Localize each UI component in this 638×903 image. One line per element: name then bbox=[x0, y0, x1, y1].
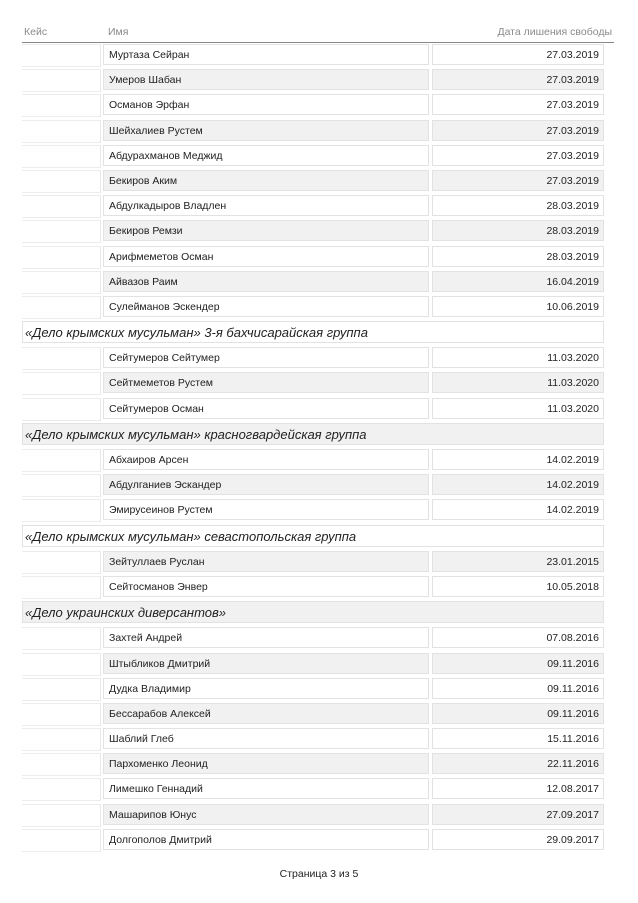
case-cell bbox=[22, 145, 101, 168]
table-row bbox=[0, 726, 638, 751]
table-body bbox=[0, 42, 638, 852]
detention-date: 09.11.2016 bbox=[432, 678, 604, 699]
case-cell bbox=[22, 678, 101, 701]
case-cell bbox=[22, 804, 101, 827]
person-name: Сейтмеметов Рустем bbox=[103, 372, 429, 393]
case-cell bbox=[22, 398, 101, 421]
table-row bbox=[0, 218, 638, 243]
detention-date: 07.08.2016 bbox=[432, 627, 604, 648]
table-row bbox=[0, 447, 638, 472]
table-row bbox=[0, 472, 638, 497]
detention-date: 27.03.2019 bbox=[432, 44, 604, 65]
case-group-row bbox=[0, 523, 638, 549]
table-row bbox=[0, 269, 638, 294]
person-name: Эмирусеинов Рустем bbox=[103, 499, 429, 520]
table-row bbox=[0, 345, 638, 370]
person-name: Сейтосманов Энвер bbox=[103, 576, 429, 597]
table-row bbox=[0, 168, 638, 193]
detention-date: 28.03.2019 bbox=[432, 246, 604, 267]
person-name: Абхаиров Арсен bbox=[103, 449, 429, 470]
case-cell bbox=[22, 296, 101, 319]
case-cell bbox=[22, 44, 101, 67]
table-row bbox=[0, 625, 638, 650]
case-cell bbox=[22, 220, 101, 243]
detention-date: 11.03.2020 bbox=[432, 398, 604, 419]
person-name: Сейтумеров Осман bbox=[103, 398, 429, 419]
case-cell bbox=[22, 499, 101, 522]
case-cell bbox=[22, 551, 101, 574]
person-name: Лимешко Геннадий bbox=[103, 778, 429, 799]
table-row bbox=[0, 651, 638, 676]
detention-date: 14.02.2019 bbox=[432, 499, 604, 520]
case-cell bbox=[22, 271, 101, 294]
table-row bbox=[0, 549, 638, 574]
person-name: Османов Эрфан bbox=[103, 94, 429, 115]
case-cell bbox=[22, 576, 101, 599]
person-name: Зейтуллаев Руслан bbox=[103, 551, 429, 572]
detention-date: 12.08.2017 bbox=[432, 778, 604, 799]
detention-date: 15.11.2016 bbox=[432, 728, 604, 749]
case-group-title: «Дело крымских мусульман» севастопольская группа bbox=[22, 525, 604, 547]
table-row bbox=[0, 118, 638, 143]
case-cell bbox=[22, 653, 101, 676]
person-name: Шейхалиев Рустем bbox=[103, 120, 429, 141]
detention-date: 27.03.2019 bbox=[432, 120, 604, 141]
detention-date: 14.02.2019 bbox=[432, 474, 604, 495]
person-name: Захтей Андрей bbox=[103, 627, 429, 648]
table-row bbox=[0, 802, 638, 827]
person-name: Умеров Шабан bbox=[103, 69, 429, 90]
table-row bbox=[0, 827, 638, 852]
case-cell bbox=[22, 170, 101, 193]
detention-date: 14.02.2019 bbox=[432, 449, 604, 470]
detention-date: 28.03.2019 bbox=[432, 195, 604, 216]
detention-date: 11.03.2020 bbox=[432, 347, 604, 368]
detention-date: 29.09.2017 bbox=[432, 829, 604, 850]
person-name: Машарипов Юнус bbox=[103, 804, 429, 825]
case-cell bbox=[22, 829, 101, 852]
case-cell bbox=[22, 778, 101, 801]
case-group-row bbox=[0, 599, 638, 625]
person-name: Пархоменко Леонид bbox=[103, 753, 429, 774]
table-row bbox=[0, 67, 638, 92]
column-header-date: Дата лишения свободы bbox=[497, 26, 612, 38]
column-header-name: Имя bbox=[108, 26, 129, 38]
person-name: Бессарабов Алексей bbox=[103, 703, 429, 724]
table-row bbox=[0, 143, 638, 168]
table-row bbox=[0, 294, 638, 319]
detention-date: 27.09.2017 bbox=[432, 804, 604, 825]
person-name: Муртаза Сейран bbox=[103, 44, 429, 65]
detention-date: 27.03.2019 bbox=[432, 69, 604, 90]
case-cell bbox=[22, 94, 101, 117]
person-name: Дудка Владимир bbox=[103, 678, 429, 699]
case-cell bbox=[22, 474, 101, 497]
person-name: Долгополов Дмитрий bbox=[103, 829, 429, 850]
case-group-title: «Дело украинских диверсантов» bbox=[22, 601, 604, 623]
table-row bbox=[0, 497, 638, 522]
detention-date: 27.03.2019 bbox=[432, 170, 604, 191]
column-header-case: Кейс bbox=[24, 26, 48, 38]
page-number: Страница 3 из 5 bbox=[279, 868, 359, 880]
detention-date: 28.03.2019 bbox=[432, 220, 604, 241]
person-name: Абдулганиев Эскандер bbox=[103, 474, 429, 495]
detention-date: 10.06.2019 bbox=[432, 296, 604, 317]
detention-date: 10.05.2018 bbox=[432, 576, 604, 597]
case-group-row bbox=[0, 319, 638, 345]
detention-date: 11.03.2020 bbox=[432, 372, 604, 393]
case-cell bbox=[22, 703, 101, 726]
case-cell bbox=[22, 120, 101, 143]
case-cell bbox=[22, 627, 101, 650]
person-name: Сейтумеров Сейтумер bbox=[103, 347, 429, 368]
table-row bbox=[0, 193, 638, 218]
detention-date: 09.11.2016 bbox=[432, 653, 604, 674]
case-cell bbox=[22, 449, 101, 472]
case-cell bbox=[22, 347, 101, 370]
person-name: Шаблий Глеб bbox=[103, 728, 429, 749]
table-row bbox=[0, 751, 638, 776]
detention-date: 27.03.2019 bbox=[432, 145, 604, 166]
detention-date: 27.03.2019 bbox=[432, 94, 604, 115]
table-row bbox=[0, 370, 638, 395]
detention-date: 09.11.2016 bbox=[432, 703, 604, 724]
table-row bbox=[0, 92, 638, 117]
detention-date: 23.01.2015 bbox=[432, 551, 604, 572]
person-name: Бекиров Ремзи bbox=[103, 220, 429, 241]
case-cell bbox=[22, 372, 101, 395]
case-cell bbox=[22, 246, 101, 269]
case-group-title: «Дело крымских мусульман» красногвардейская группа bbox=[22, 423, 604, 445]
table-row bbox=[0, 574, 638, 599]
table-row bbox=[0, 396, 638, 421]
table-row bbox=[0, 776, 638, 801]
table-row bbox=[0, 701, 638, 726]
case-cell bbox=[22, 753, 101, 776]
case-cell bbox=[22, 195, 101, 218]
case-group-row bbox=[0, 421, 638, 447]
person-name: Арифмеметов Осман bbox=[103, 246, 429, 267]
case-cell bbox=[22, 728, 101, 751]
case-cell bbox=[22, 69, 101, 92]
person-name: Айвазов Раим bbox=[103, 271, 429, 292]
detention-date: 16.04.2019 bbox=[432, 271, 604, 292]
person-name: Абдулкадыров Владлен bbox=[103, 195, 429, 216]
case-group-title: «Дело крымских мусульман» 3-я бахчисарайская группа bbox=[22, 321, 604, 343]
person-name: Штыбликов Дмитрий bbox=[103, 653, 429, 674]
table-row bbox=[0, 676, 638, 701]
detention-date: 22.11.2016 bbox=[432, 753, 604, 774]
person-name: Сулейманов Эскендер bbox=[103, 296, 429, 317]
table-row bbox=[0, 42, 638, 67]
person-name: Абдурахманов Меджид bbox=[103, 145, 429, 166]
table-header bbox=[22, 24, 614, 43]
person-name: Бекиров Аким bbox=[103, 170, 429, 191]
table-row bbox=[0, 244, 638, 269]
